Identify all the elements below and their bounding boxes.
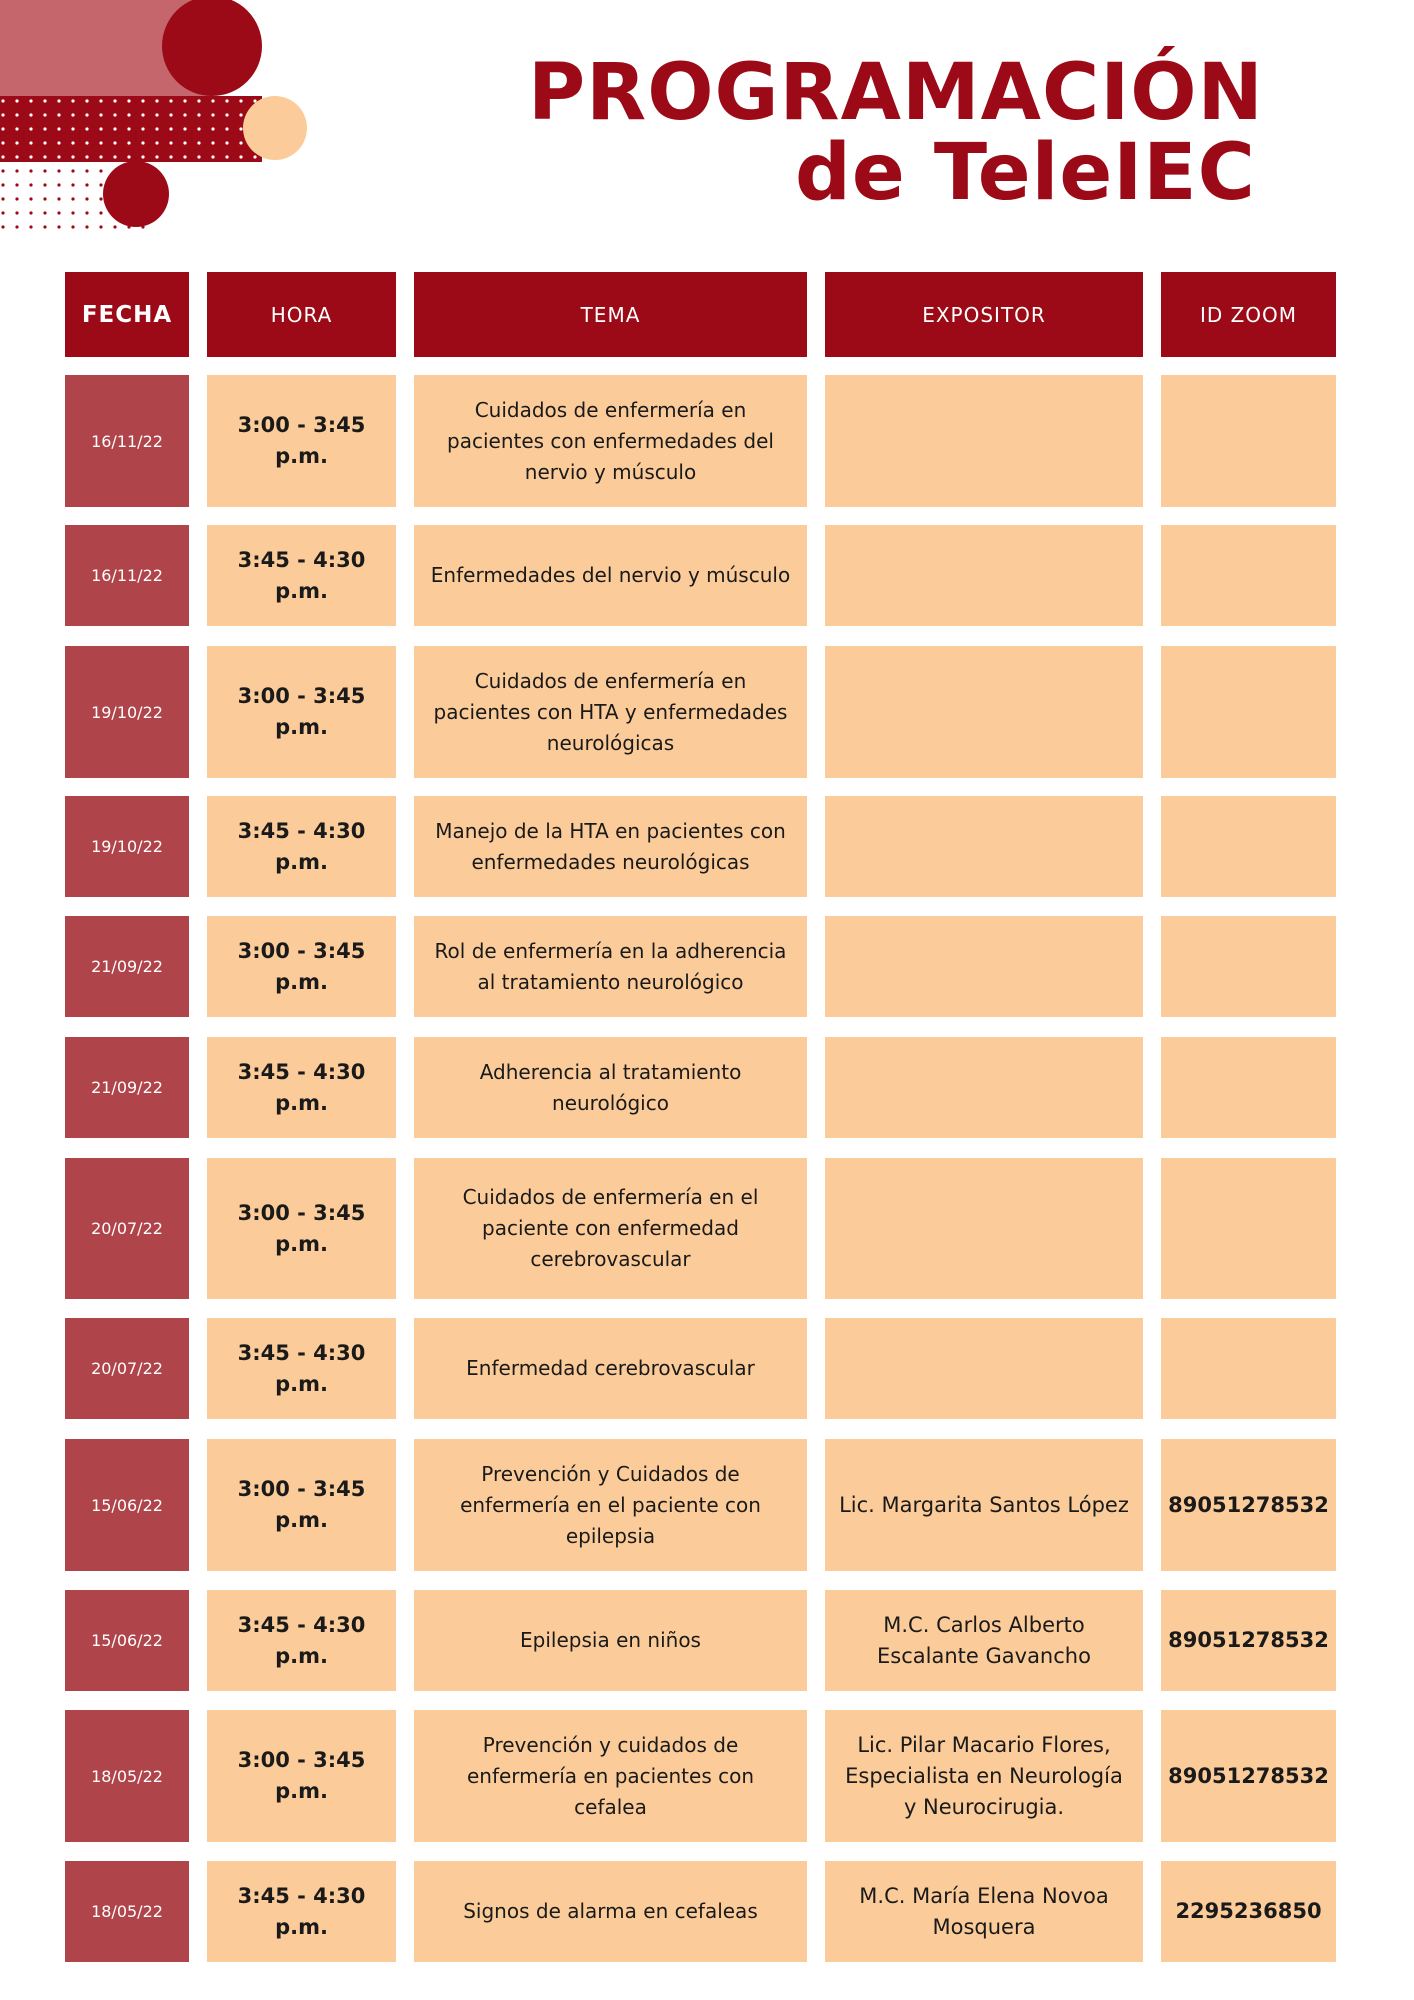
decorative-shapes	[0, 0, 320, 240]
cell-expositor: Lic. Margarita Santos López	[825, 1439, 1143, 1571]
cell-id-zoom	[1161, 375, 1336, 507]
cell-id-zoom	[1161, 1037, 1336, 1138]
cell-tema: Epilepsia en niños	[414, 1590, 807, 1691]
cell-hora: 3:45 - 4:30 p.m.	[207, 796, 396, 897]
cell-expositor	[825, 916, 1143, 1017]
cell-tema: Prevención y Cuidados de enfermería en el paciente con epilepsia	[414, 1439, 807, 1571]
cell-fecha: 20/07/22	[65, 1158, 189, 1299]
cell-hora: 3:00 - 3:45 p.m.	[207, 1710, 396, 1842]
header-hora: HORA	[207, 272, 396, 357]
cell-hora: 3:45 - 4:30 p.m.	[207, 1318, 396, 1419]
cell-tema: Rol de enfermería en la adherencia al tratamiento neurológico	[414, 916, 807, 1017]
cell-fecha: 15/06/22	[65, 1590, 189, 1691]
cell-hora: 3:00 - 3:45 p.m.	[207, 375, 396, 507]
red-circle-large	[162, 0, 262, 96]
cell-fecha: 16/11/22	[65, 525, 189, 626]
cell-expositor	[825, 1318, 1143, 1419]
cell-tema: Cuidados de enfermería en el paciente con enfermedad cerebrovascular	[414, 1158, 807, 1299]
cell-tema: Enfermedades del nervio y músculo	[414, 525, 807, 626]
cell-id-zoom	[1161, 525, 1336, 626]
cell-expositor	[825, 646, 1143, 778]
peach-circle	[243, 96, 307, 160]
cell-expositor	[825, 375, 1143, 507]
cell-id-zoom	[1161, 646, 1336, 778]
cell-id-zoom: 89051278532	[1161, 1439, 1336, 1571]
cell-fecha: 18/05/22	[65, 1710, 189, 1842]
cell-expositor	[825, 1158, 1143, 1299]
page-title-line1: PROGRAMACIÓN	[528, 48, 1264, 138]
cell-tema: Cuidados de enfermería en pacientes con HTA y enfermedades neurológicas	[414, 646, 807, 778]
header-fecha: FECHA	[65, 272, 189, 357]
cell-id-zoom	[1161, 796, 1336, 897]
red-circle-small	[103, 161, 169, 227]
cell-id-zoom: 89051278532	[1161, 1710, 1336, 1842]
cell-fecha: 19/10/22	[65, 646, 189, 778]
cell-id-zoom	[1161, 1318, 1336, 1419]
cell-fecha: 18/05/22	[65, 1861, 189, 1962]
cell-hora: 3:45 - 4:30 p.m.	[207, 1590, 396, 1691]
cell-id-zoom	[1161, 1158, 1336, 1299]
cell-fecha: 19/10/22	[65, 796, 189, 897]
cell-expositor: M.C. María Elena Novoa Mosquera	[825, 1861, 1143, 1962]
cell-expositor: Lic. Pilar Macario Flores, Especialista en Neurología y Neurocirugia.	[825, 1710, 1143, 1842]
cell-hora: 3:45 - 4:30 p.m.	[207, 1861, 396, 1962]
cell-fecha: 15/06/22	[65, 1439, 189, 1571]
cell-tema: Signos de alarma en cefaleas	[414, 1861, 807, 1962]
cell-fecha: 16/11/22	[65, 375, 189, 507]
cell-tema: Cuidados de enfermería en pacientes con enfermedades del nervio y músculo	[414, 375, 807, 507]
cell-tema: Manejo de la HTA en pacientes con enfermedades neurológicas	[414, 796, 807, 897]
cell-hora: 3:00 - 3:45 p.m.	[207, 1439, 396, 1571]
cell-expositor	[825, 1037, 1143, 1138]
cell-fecha: 20/07/22	[65, 1318, 189, 1419]
cell-tema: Enfermedad cerebrovascular	[414, 1318, 807, 1419]
page-title-line2: de TeleIEC	[795, 128, 1256, 218]
cell-tema: Adherencia al tratamiento neurológico	[414, 1037, 807, 1138]
cell-hora: 3:00 - 3:45 p.m.	[207, 646, 396, 778]
cell-hora: 3:45 - 4:30 p.m.	[207, 525, 396, 626]
cell-hora: 3:00 - 3:45 p.m.	[207, 1158, 396, 1299]
header-tema: TEMA	[414, 272, 807, 357]
header-expositor: EXPOSITOR	[825, 272, 1143, 357]
cell-id-zoom: 89051278532	[1161, 1590, 1336, 1691]
cell-id-zoom: 2295236850	[1161, 1861, 1336, 1962]
cell-hora: 3:45 - 4:30 p.m.	[207, 1037, 396, 1138]
cell-expositor	[825, 525, 1143, 626]
cell-tema: Prevención y cuidados de enfermería en pacientes con cefalea	[414, 1710, 807, 1842]
cell-id-zoom	[1161, 916, 1336, 1017]
cell-expositor	[825, 796, 1143, 897]
cell-fecha: 21/09/22	[65, 1037, 189, 1138]
header-id-zoom: ID ZOOM	[1161, 272, 1336, 357]
cell-hora: 3:00 - 3:45 p.m.	[207, 916, 396, 1017]
cell-expositor: M.C. Carlos Alberto Escalante Gavancho	[825, 1590, 1143, 1691]
cell-fecha: 21/09/22	[65, 916, 189, 1017]
